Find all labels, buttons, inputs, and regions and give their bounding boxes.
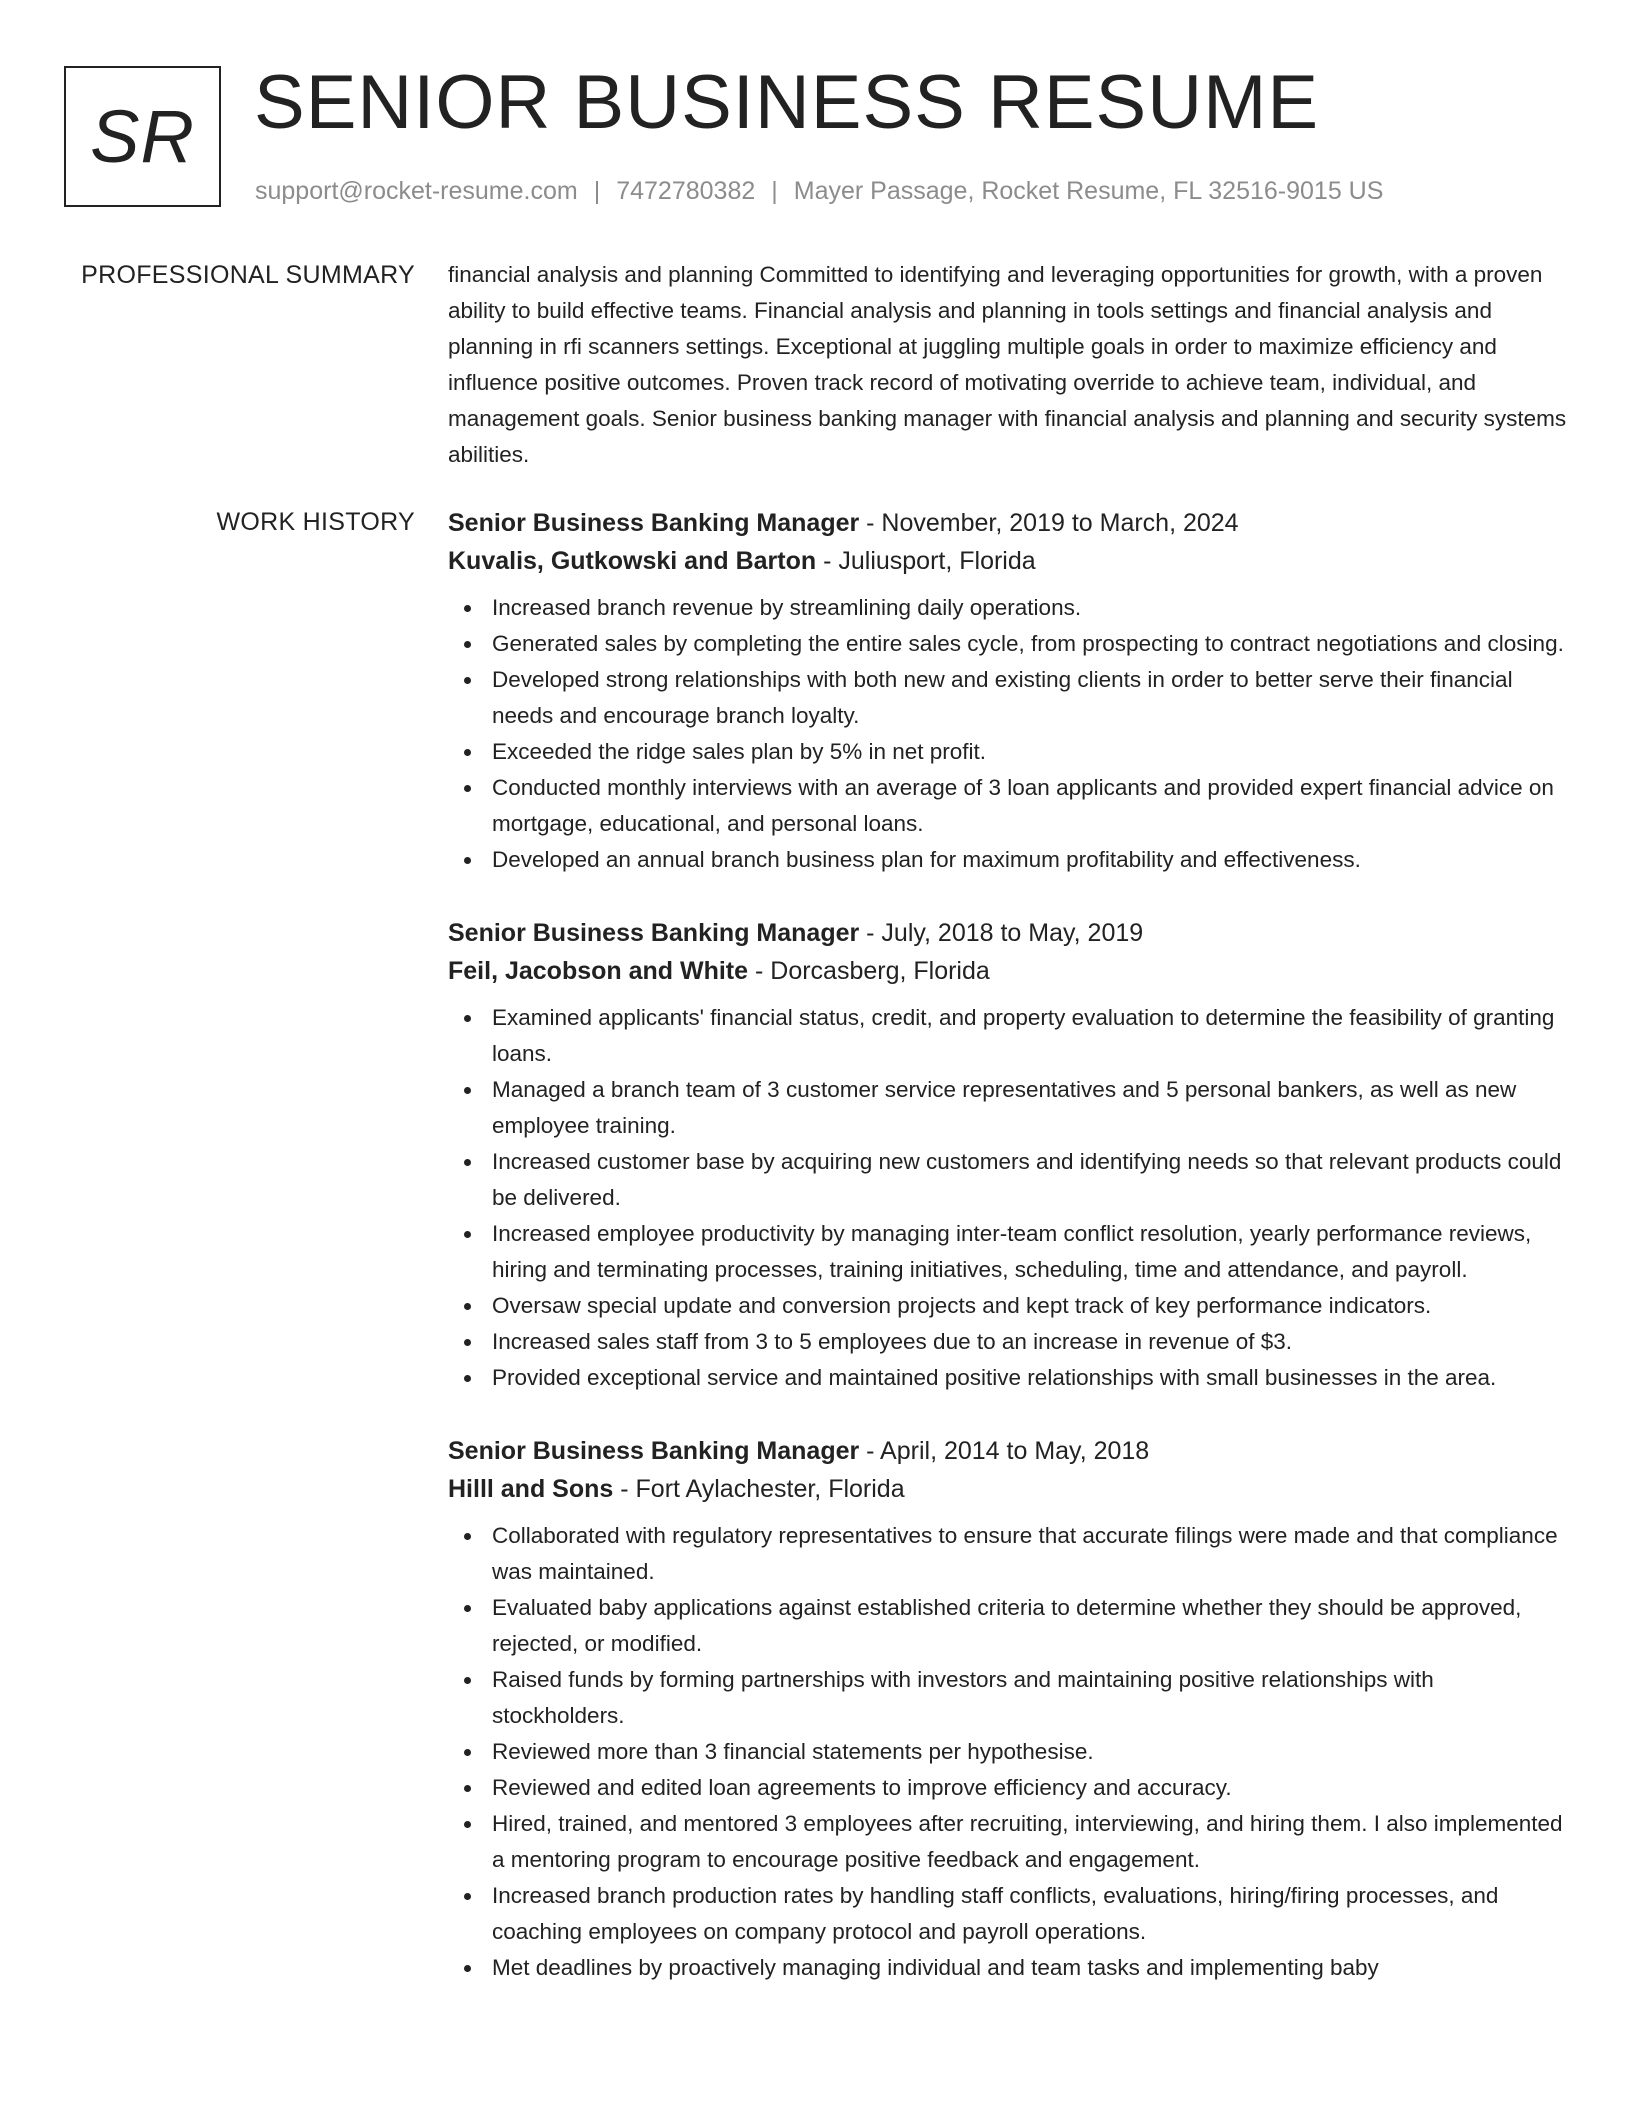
job-bullet-text: Collaborated with regulatory representatives to ensure that accurate filings were made and that compliance was maintained. <box>492 1523 1558 1584</box>
job-bullets <box>448 1000 1568 1396</box>
bullet-dot-icon <box>464 1375 471 1382</box>
job-bullet-text: Increased branch revenue by streamlining daily operations. <box>492 595 1082 620</box>
bullet-dot-icon <box>464 1231 471 1238</box>
bullet-dot-icon <box>464 1893 471 1900</box>
job-dates: - November, 2019 to March, 2024 <box>859 509 1239 537</box>
job-bullet <box>448 770 1568 842</box>
contact-separator: | <box>593 177 601 205</box>
job-bullet <box>448 662 1568 734</box>
bullet-dot-icon <box>464 1339 471 1346</box>
job-company: Feil, Jacobson and White <box>448 957 749 985</box>
job-company: Hilll and Sons <box>448 1475 614 1503</box>
job-location: - Dorcasberg, Florida <box>748 957 990 985</box>
job-bullet <box>448 1360 1568 1396</box>
job-bullet <box>448 626 1568 662</box>
job-bullet-text: Raised funds by forming partnerships with investors and maintaining positive relationships with stockholders. <box>492 1667 1434 1728</box>
job-title-line <box>448 914 1568 952</box>
monogram-initials: SR <box>90 94 195 178</box>
job-bullet <box>448 1734 1568 1770</box>
job-title: Senior Business Banking Manager <box>448 919 860 947</box>
bullet-dot-icon <box>464 1821 471 1828</box>
bullet-dot-icon <box>464 1677 471 1684</box>
contact-address: Mayer Passage, Rocket Resume, FL 32516-9015 US <box>793 177 1384 205</box>
job-bullet <box>448 1324 1568 1360</box>
bullet-dot-icon <box>464 1533 471 1540</box>
job-bullet-text: Conducted monthly interviews with an average of 3 loan applicants and provided expert financial advice on mortgage, educational, and personal loans. <box>492 775 1554 836</box>
bullet-dot-icon <box>464 1605 471 1612</box>
bullet-dot-icon <box>464 641 471 648</box>
job-bullet <box>448 1770 1568 1806</box>
bullet-dot-icon <box>464 1015 471 1022</box>
job-entry <box>448 1432 1568 1986</box>
bullet-dot-icon <box>464 677 471 684</box>
job-bullet-text: Developed strong relationships with both new and existing clients in order to better serve their financial needs and encourage branch loyalty. <box>492 667 1513 728</box>
bullet-dot-icon <box>464 605 471 612</box>
job-bullet <box>448 1144 1568 1216</box>
job-bullet <box>448 842 1568 878</box>
job-bullet-text: Managed a branch team of 3 customer service representatives and 5 personal bankers, as well as new employee training. <box>492 1077 1517 1138</box>
bullet-dot-icon <box>464 749 471 756</box>
bullet-dot-icon <box>464 857 471 864</box>
bullet-dot-icon <box>464 1303 471 1310</box>
summary-text: financial analysis and planning Committed to identifying and leveraging opportunities for growth, with a proven ability to build effective teams. Financial analysis and planning in tools settings and financial analysis and planning in rfi scanners settings. Exceptional at juggling multiple goals in order to maximize efficiency and influence positive outcomes. Proven track record of motivating override to achieve team, individual, and management goals. Senior business banking manager with financial analysis and planning and security systems abilities. <box>448 262 1567 467</box>
job-bullets <box>448 590 1568 878</box>
work-history-body <box>448 504 1568 2022</box>
job-bullet <box>448 734 1568 770</box>
job-location: - Fort Aylachester, Florida <box>613 1475 905 1503</box>
job-bullet <box>448 1878 1568 1950</box>
bullet-dot-icon <box>464 1785 471 1792</box>
job-bullet-text: Examined applicants' financial status, credit, and property evaluation to determine the feasibility of granting loans. <box>492 1005 1555 1066</box>
bullet-dot-icon <box>464 1965 471 1972</box>
job-dates: - April, 2014 to May, 2018 <box>859 1437 1150 1465</box>
job-bullet <box>448 1072 1568 1144</box>
job-bullet-text: Increased employee productivity by managing inter-team conflict resolution, yearly performance reviews, hiring and terminating processes, training initiatives, scheduling, time and attendance, and payroll. <box>492 1221 1532 1282</box>
job-bullet-text: Oversaw special update and conversion projects and kept track of key performance indicators. <box>492 1293 1432 1318</box>
job-company: Kuvalis, Gutkowski and Barton <box>448 547 817 575</box>
job-bullet-text: Increased branch production rates by handling staff conflicts, evaluations, hiring/firing processes, and coaching employees on company protocol and payroll operations. <box>492 1883 1499 1944</box>
job-location: - Juliusport, Florida <box>816 547 1036 575</box>
job-dates: - July, 2018 to May, 2019 <box>859 919 1144 947</box>
job-bullet <box>448 590 1568 626</box>
monogram-box <box>64 66 221 207</box>
job-bullet <box>448 1950 1568 1986</box>
contact-email[interactable]: support@rocket-resume.com <box>255 177 578 205</box>
job-bullets <box>448 1518 1568 1986</box>
contact-separator: | <box>771 177 778 205</box>
bullet-dot-icon <box>464 1159 471 1166</box>
resume-title: SENIOR BUSINESS RESUME <box>254 60 1320 145</box>
job-entry <box>448 504 1568 878</box>
job-bullet-text: Exceeded the ridge sales plan by 5% in net profit. <box>492 739 987 764</box>
job-bullet-text: Met deadlines by proactively managing individual and team tasks and implementing baby <box>492 1955 1379 1980</box>
summary-label: PROFESSIONAL SUMMARY <box>81 261 415 289</box>
job-bullet-text: Developed an annual branch business plan for maximum profitability and effectiveness. <box>492 847 1361 872</box>
contact-line <box>255 174 1383 208</box>
bullet-dot-icon <box>464 785 471 792</box>
job-bullet <box>448 1216 1568 1288</box>
job-company-line <box>448 542 1568 580</box>
job-bullet-text: Reviewed more than 3 financial statements per hypothesise. <box>492 1739 1094 1764</box>
job-bullet-text: Generated sales by completing the entire sales cycle, from prospecting to contract negotiations and closing. <box>492 631 1564 656</box>
job-bullet-text: Provided exceptional service and maintained positive relationships with small businesses in the area. <box>492 1365 1497 1390</box>
bullet-dot-icon <box>464 1749 471 1756</box>
job-title-line <box>448 1432 1568 1470</box>
work-history-label: WORK HISTORY <box>216 508 415 536</box>
job-bullet-text: Hired, trained, and mentored 3 employees after recruiting, interviewing, and hiring them. I also implemented a mentoring program to encourage positive feedback and engagement. <box>492 1811 1563 1872</box>
job-bullet <box>448 1590 1568 1662</box>
contact-phone[interactable]: 7472780382 <box>616 177 756 205</box>
job-company-line <box>448 952 1568 990</box>
job-bullet <box>448 1000 1568 1072</box>
summary-body <box>448 257 1568 473</box>
job-bullet-text: Evaluated baby applications against established criteria to determine whether they should be approved, rejected, or modified. <box>492 1595 1522 1656</box>
job-title: Senior Business Banking Manager <box>448 509 860 537</box>
bullet-dot-icon <box>464 1087 471 1094</box>
job-bullet <box>448 1662 1568 1734</box>
job-bullet <box>448 1518 1568 1590</box>
job-title-line <box>448 504 1568 542</box>
job-bullet-text: Increased customer base by acquiring new customers and identifying needs so that relevant products could be delivered. <box>492 1149 1562 1210</box>
job-bullet-text: Increased sales staff from 3 to 5 employees due to an increase in revenue of $3. <box>492 1329 1293 1354</box>
job-bullet <box>448 1288 1568 1324</box>
job-entry <box>448 914 1568 1396</box>
job-bullet <box>448 1806 1568 1878</box>
job-bullet-text: Reviewed and edited loan agreements to improve efficiency and accuracy. <box>492 1775 1232 1800</box>
job-title: Senior Business Banking Manager <box>448 1437 860 1465</box>
job-company-line <box>448 1470 1568 1508</box>
